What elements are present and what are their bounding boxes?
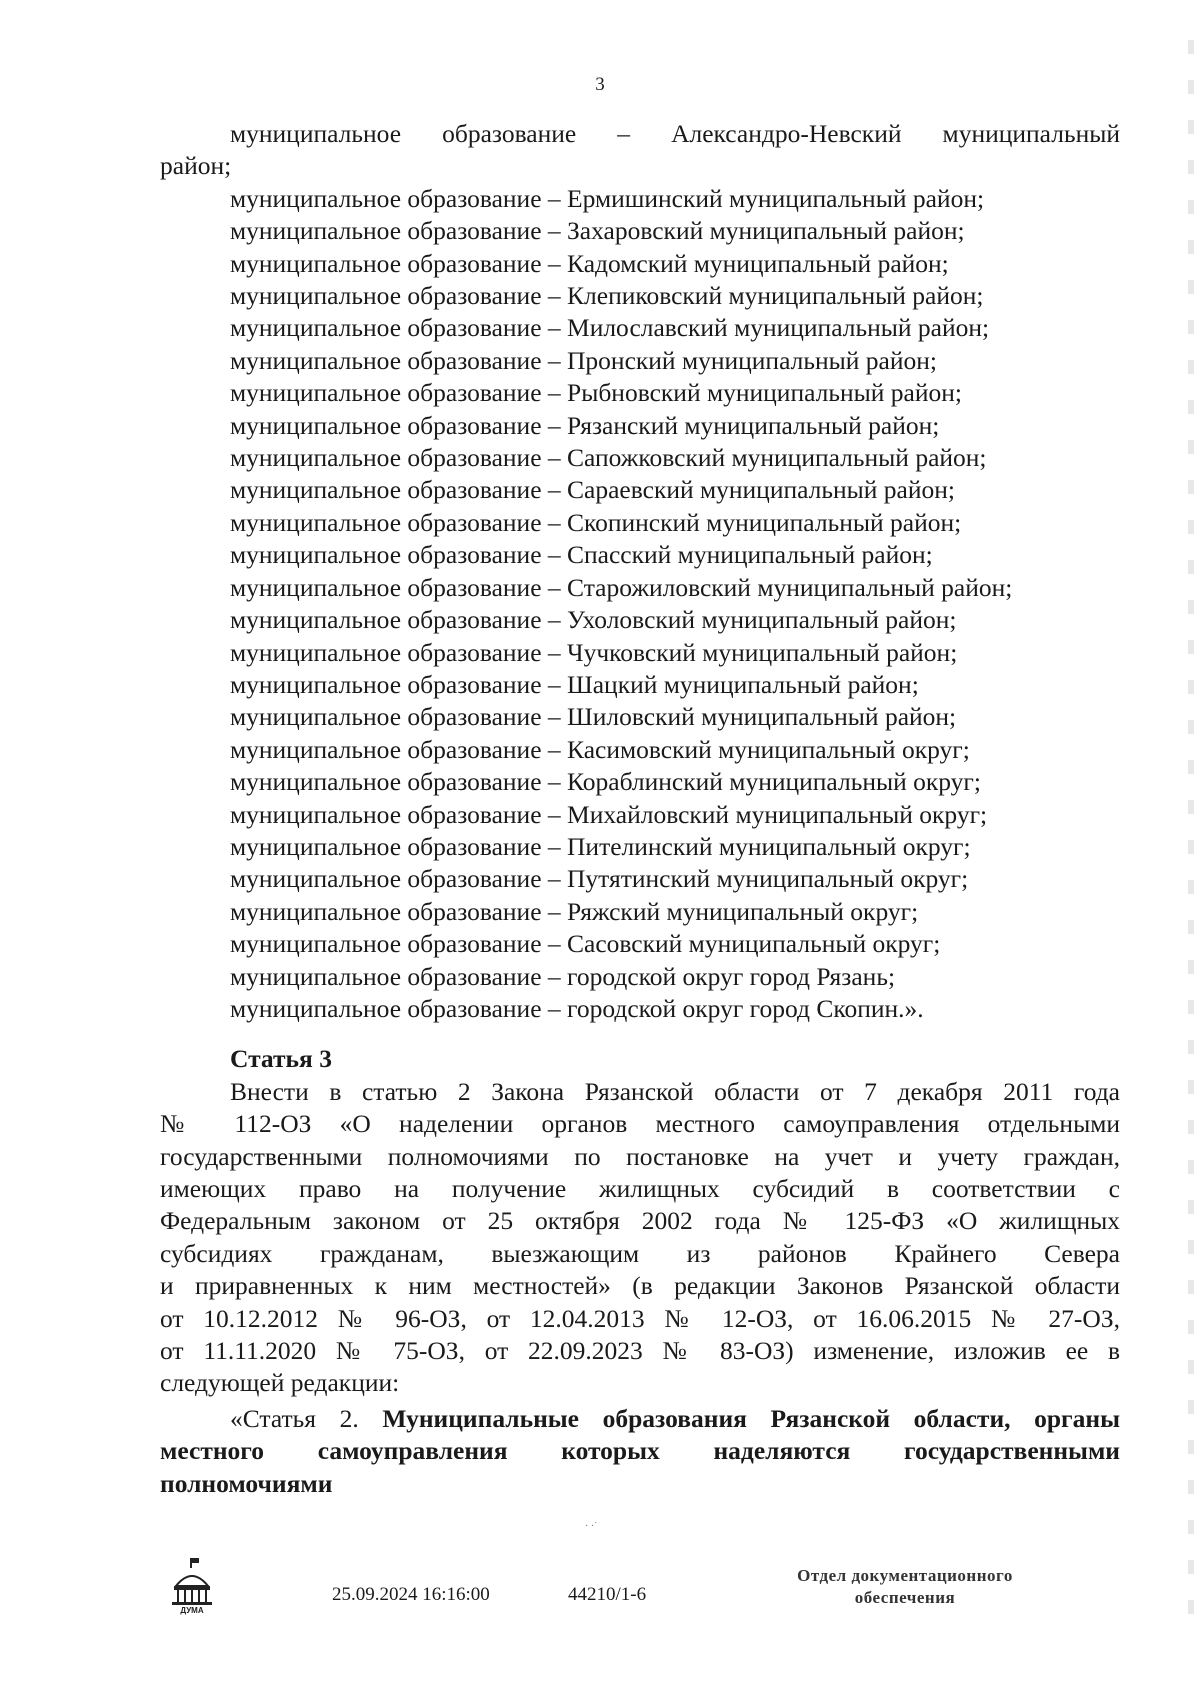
municipality-list-item: муниципальное образование – Сараевский муниципальный район; bbox=[230, 475, 956, 505]
article-line: № 112-ОЗ «О наделении органов местного самоуправления отдельными bbox=[160, 1109, 1120, 1139]
article-paragraph bbox=[160, 1076, 1120, 1400]
municipality-list-item: муниципальное образование – Милославский муниципальный район; bbox=[230, 313, 990, 343]
municipality-list-item: муниципальное образование – Скопинский муниципальный район; bbox=[230, 507, 962, 537]
municipality-list-item: муниципальное образование – Рязанский муниципальный район; bbox=[230, 410, 940, 440]
municipality-list-item: муниципальное образование – городской округ город Рязань; bbox=[230, 961, 896, 991]
municipality-list bbox=[160, 183, 1120, 1026]
article-line: от 10.12.2012 № 96-ОЗ, от 12.04.2013 № 12-ОЗ, от 16.06.2015 № 27-ОЗ, bbox=[160, 1303, 1120, 1333]
municipality-list-item: муниципальное образование – Сасовский муниципальный округ; bbox=[230, 929, 941, 959]
intro-line-continued: район; bbox=[160, 151, 232, 181]
quoted-article-title bbox=[160, 1403, 1120, 1500]
quoted-title-line: местного самоуправления которых наделяются государственными bbox=[160, 1436, 1120, 1466]
article-line: имеющих право на получение жилищных субсидий в соответствии с bbox=[160, 1174, 1120, 1203]
municipality-list-item: муниципальное образование – Клепиковский муниципальный район; bbox=[230, 281, 984, 311]
municipality-list-item: муниципальное образование – Пронский муниципальный район; bbox=[230, 345, 937, 375]
footer-department-stamp bbox=[740, 1565, 1070, 1609]
municipality-list-item: муниципальное образование – Шиловский муниципальный район; bbox=[230, 702, 957, 732]
municipality-list-item: муниципальное образование – Чучковский муниципальный район; bbox=[230, 637, 958, 667]
article-line: государственными полномочиями по постановке на учет и учету граждан, bbox=[160, 1141, 1120, 1171]
article-heading: Статья 3 bbox=[230, 1044, 332, 1074]
article-line: субсидиях гражданам, выезжающим из районов Крайнего Севера bbox=[160, 1238, 1120, 1268]
municipality-list-item: муниципальное образование – городской округ город Скопин.». bbox=[230, 993, 924, 1023]
footer-doc-number: 44210/1-6 bbox=[568, 1584, 647, 1605]
municipality-list-item: муниципальное образование – Кораблинский муниципальный округ; bbox=[230, 767, 981, 797]
municipality-list-item: муниципальное образование – Путятинский муниципальный округ; bbox=[230, 864, 969, 894]
article-line: и приравненных к ним местностей» (в редакции Законов Рязанской области bbox=[160, 1271, 1120, 1301]
municipality-list-item: муниципальное образование – Кадомский муниципальный район; bbox=[230, 248, 949, 278]
logo-text: ДУМА bbox=[180, 1606, 204, 1615]
scan-noise: · ·˙ bbox=[585, 1521, 598, 1532]
municipality-list-item: муниципальное образование – Сапожковский муниципальный район; bbox=[230, 443, 987, 473]
quoted-title-line bbox=[160, 1403, 1120, 1435]
municipality-list-item: муниципальное образование – Пителинский муниципальный округ; bbox=[230, 831, 971, 861]
municipality-list-item: муниципальное образование – Касимовский муниципальный округ; bbox=[230, 734, 970, 764]
dept-line: Отдел документационного bbox=[797, 1566, 1013, 1585]
municipality-list-item: муниципальное образование – Захаровский муниципальный район; bbox=[230, 216, 965, 246]
municipality-list-item: муниципальное образование – Рыбновский муниципальный район; bbox=[230, 378, 962, 408]
intro-line: муниципальное образование – Александро-Невский муниципальный bbox=[230, 119, 1120, 148]
municipality-list-item: муниципальное образование – Ряжский муниципальный округ; bbox=[230, 896, 919, 926]
document-body bbox=[160, 118, 1120, 1500]
municipality-list-item: муниципальное образование – Ермишинский муниципальный район; bbox=[230, 183, 985, 213]
article-line: Федеральным законом от 25 октября 2002 года № 125-ФЗ «О жилищных bbox=[160, 1206, 1120, 1236]
municipality-list-item: муниципальное образование – Михайловский муниципальный округ; bbox=[230, 799, 988, 829]
footer-datetime: 25.09.2024 16:16:00 bbox=[332, 1584, 490, 1605]
page-number: 3 bbox=[595, 74, 605, 95]
quoted-title-line: полномочиями bbox=[160, 1468, 333, 1498]
duma-logo-icon bbox=[168, 1556, 216, 1616]
article-line: следующей редакции: bbox=[160, 1368, 400, 1398]
municipality-list-item: муниципальное образование – Старожиловский муниципальный район; bbox=[230, 572, 1013, 602]
municipality-list-item: муниципальное образование – Шацкий муниципальный район; bbox=[230, 669, 919, 699]
municipality-list-item: муниципальное образование – Ухоловский муниципальный район; bbox=[230, 605, 957, 635]
quoted-title-bold: Муниципальные образования Рязанской области, органы bbox=[382, 1403, 1120, 1433]
dept-line: обеспечения bbox=[854, 1588, 956, 1607]
article-line: Внести в статью 2 Закона Рязанской области от 7 декабря 2011 года bbox=[230, 1076, 1120, 1106]
scan-edge-artifact bbox=[1188, 40, 1194, 1620]
quoted-title-prefix: «Статья 2. bbox=[230, 1403, 383, 1433]
article-line: от 11.11.2020 № 75-ОЗ, от 22.09.2023 № 83-ОЗ) изменение, изложив ее в bbox=[160, 1336, 1120, 1366]
municipality-list-item: муниципальное образование – Спасский муниципальный район; bbox=[230, 540, 933, 570]
